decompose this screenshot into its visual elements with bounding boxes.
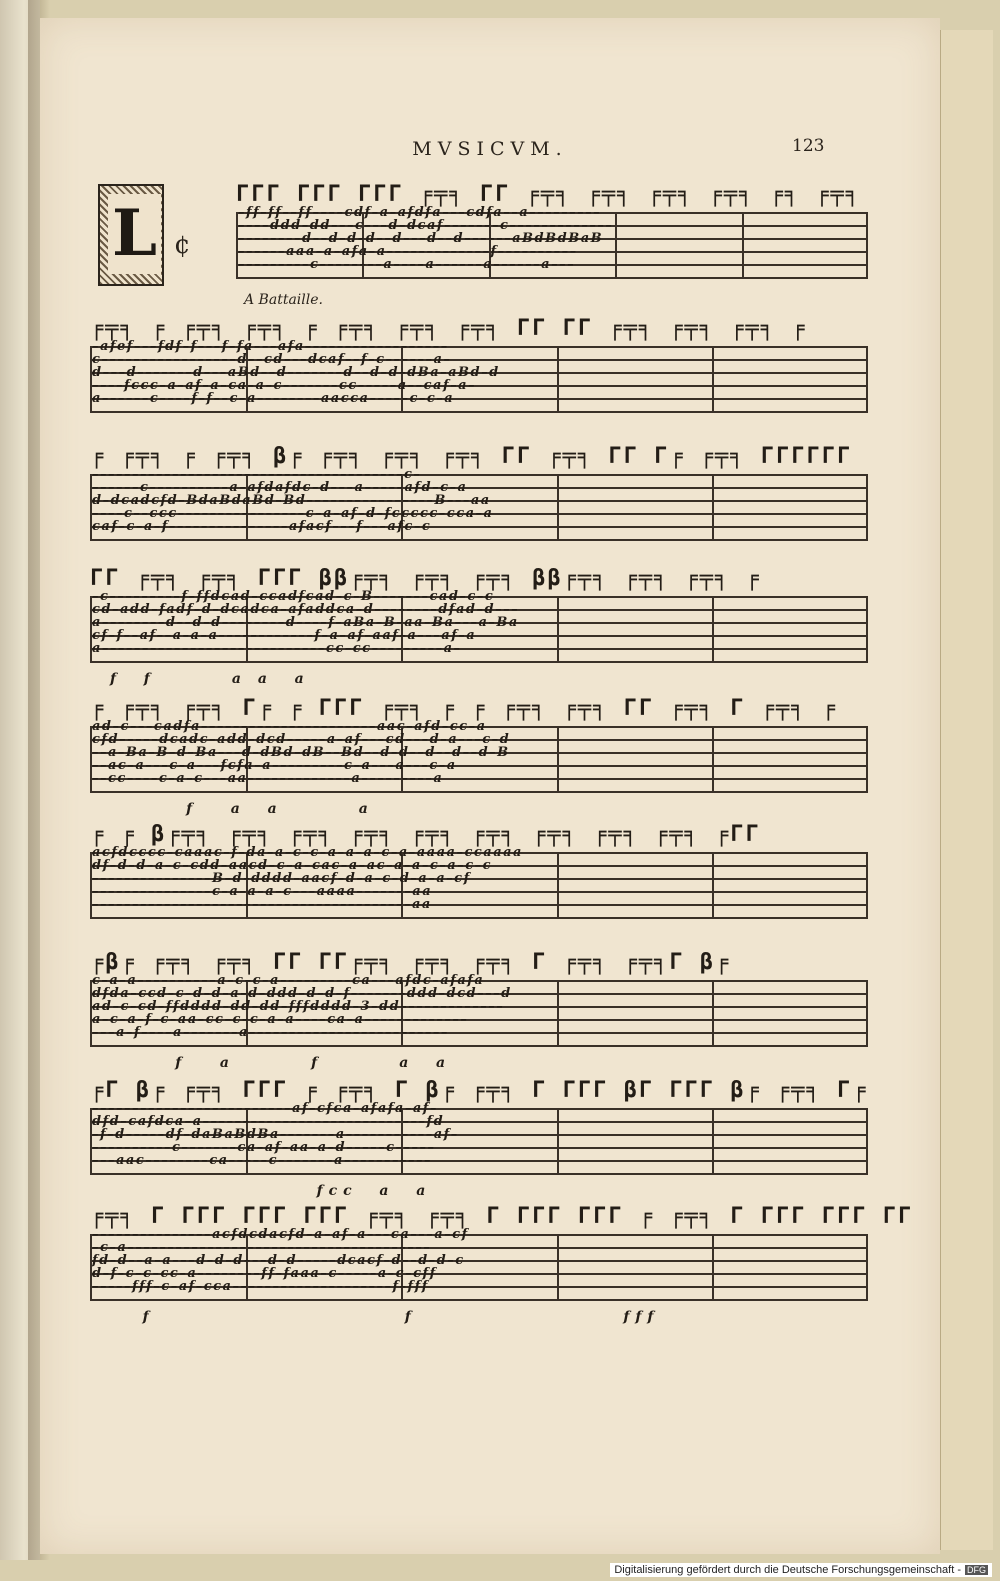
tablature-course-5: ––––––––––––––––––––––––––––––––––––––––aa (92, 898, 432, 911)
tablature-course-3: fd–d––a–a–––d–d–d–––d–d–––––dcacf–d––d–d–c (92, 1254, 465, 1267)
barline (866, 346, 868, 413)
tablature-course-4: ––––––aaa–a–afa–a–––––––––––––f–––––––––– (238, 245, 578, 258)
tablature-course-2: dfd–cafdca–a––––––––––––––––––––––––––––fd (92, 1115, 445, 1128)
barline (866, 1108, 868, 1175)
book-page (40, 18, 940, 1554)
rhythm-flags: ╒ ╒ β╒╤╕ ╒╤╕ ╒╤╕ ╒╤╕ ╒╤╕ ╒╤╕ ╒╤╕ ╒╤╕ ╒╤╕ ╒ΓΓ (90, 822, 761, 847)
staff-line (90, 917, 868, 919)
tablature-course-1: acfdcccc–caaac–f–da–a–c–c–a–a–a–c–a–aaaa–ccaaaa (92, 846, 523, 859)
tablature-course-2: dfda–ccd–c–d–d–a–d–ddd–d–d–f–––––––ddd–dcd–––d (92, 987, 512, 1000)
tablature-course-4: ––––fccc–a–af–a–ca–a–c–––––––cc–––––a––caf–a– (92, 379, 476, 392)
tablature-course-2: ––––––c––––––––––a–afdafdc–d–––a–––––afd–c–a (92, 481, 468, 494)
barline (866, 596, 868, 663)
tablature-course-2: cd–add–fadf–d–dcadca–afaddca–d––––––––dfad–d––– (92, 603, 520, 616)
barline (866, 852, 868, 919)
rhythm-flags: ΓΓΓ ΓΓΓ ΓΓΓ ╒╤╕ ΓΓ ╒╤╕ ╒╤╕ ╒╤╕ ╒╤╕ ╒╕ ╒╤╕ (236, 182, 862, 207)
tablature-system (40, 316, 940, 426)
running-head: MVSICVM. (412, 138, 568, 160)
barline (866, 726, 868, 793)
tablature-system (40, 1078, 940, 1199)
tablature-course-3: ad–c–cd–ffdddd–dd–dd–fffdddd–3–dd––––––––––––– (92, 1000, 505, 1013)
initial-letter: L (108, 194, 161, 274)
tablature-course-3: –––––––––––––––B–d–dddd–aacf–d–a–c–d–a–a–cf (92, 872, 471, 885)
digitization-footer (610, 1563, 992, 1577)
tablature-course-5: –––aac––––––––ca–––––c–––––––a––––––––––– (92, 1154, 432, 1167)
staff-line (90, 791, 868, 793)
tablature-course-5: a––––––c––––f–f––c–a––––––––aacca–––––c–c–a (92, 392, 455, 405)
footer-text: Digitalisierung gefördert durch die Deutsche Forschungsgemeinschaft - (614, 1564, 961, 1576)
barline (866, 474, 868, 541)
tablature-course-1: –c–––––––––f–ffdcad–ccadfcad–c–B–––––––cad–c–c (92, 590, 495, 603)
tablature-course-5: ––cc––––c–a–c–––aa–––––––––––––a–––––––––a (92, 772, 444, 785)
tablature-course-5: caf–c–a–f–––––––––––––––afacf–––f–––afc–c (92, 520, 432, 533)
rhythm-flags: ╒ ╒╤╕ ╒ ╒╤╕ β╒ ╒╤╕ ╒╤╕ ╒╤╕ ΓΓ ╒╤╕ ΓΓ Γ╒ ╒╤╕ ΓΓΓΓΓΓ (90, 444, 853, 469)
tablature-course-1: –ff–ff––ff––––cdf–a–afdfa–––cdfa––a––––––––– (238, 206, 602, 219)
tablature-course-5: –––––fff–c–af–cca––––––––––––––––––––f–fff (92, 1280, 429, 1293)
barline (866, 212, 868, 279)
tablature-course-5: –––––––––c––––––––a––––a––––––a––––––a––– (238, 258, 576, 271)
right-board (940, 30, 993, 1550)
tablature-system (40, 1204, 940, 1325)
tablature-course-4: cf–f––af––a–a–a––––––––––––f–a–af–aaf–a–––af–a (92, 629, 477, 642)
tablature-course-4: ––––––––––c–––––––ca–af–aa–a–d–––––c––––– (92, 1141, 436, 1154)
tablature-course-3: d–dcadcfd–BdaBdaBd–Bd––––––––––––––––B–––aa (92, 494, 491, 507)
tablature-course-1: c–a–a––––––––––a–c–c–a–––––––––ca–––afdc–afafa (92, 974, 485, 987)
bass-course-letters: f a f a a (110, 1055, 452, 1071)
tablature-course-1: –––––––––––––––––––––––––af–cfca–afafa–af– (92, 1102, 438, 1115)
tablature-course-2: ––––ddd–dd–––c–––d–dcaf–––––––c––––––––––––– (238, 219, 614, 232)
barline (866, 980, 868, 1047)
staff-line (90, 539, 868, 541)
page-number: 123 (792, 136, 825, 156)
tablature-system (40, 822, 940, 932)
bass-course-letters: f f a a a (110, 671, 310, 687)
barline (866, 1234, 868, 1301)
tablature-course-1: –afef–––fdf–f–––f–fa–––afa–––––––––––––––––– (92, 340, 449, 353)
tablature-course-2: –c–a–––––––––––––––––––––––––––––––––––––– (92, 1241, 432, 1254)
staff-line (90, 1299, 868, 1301)
tablature-course-3: ––a–Ba–B–d–Ba–––d–dBd–dB––Bd––d–d––d––d––d–B (92, 746, 510, 759)
piece-title: A Battaille. (244, 292, 323, 308)
staff-line (90, 1045, 868, 1047)
tablature-course-4: ––ac–a–––c–a–––fcfa–a–––––––––c–a–––a–––c–a (92, 759, 457, 772)
dfg-logo: DFG (967, 1565, 986, 1575)
tablature-system (40, 696, 940, 817)
tablature-system (40, 444, 940, 554)
tablature-course-2: c–––––––––––––––––d––cd–––dcaf––f–c––––––a– (92, 353, 452, 366)
tablature-course-4: d–f–c–c–cc–a––––––––ff–faaa–c–––––a–c–cff (92, 1267, 437, 1280)
tablature-course-5: –––a–f––––a–––––––a––––––––––––––––––––––––– (92, 1026, 449, 1039)
staff-line (90, 411, 868, 413)
rhythm-flags: ╒β╒ ╒╤╕ ╒╤╕ ΓΓ ΓΓ╒╤╕ ╒╤╕ ╒╤╕ Γ ╒╤╕ ╒╤╕Γ β╒ (90, 950, 731, 975)
tablature-system (40, 950, 940, 1071)
rhythm-flags: ╒╤╕ ╒ ╒╤╕ ╒╤╕ ╒ ╒╤╕ ╒╤╕ ╒╤╕ ΓΓ ΓΓ ╒╤╕ ╒╤╕ ╒╤╕ ╒ (90, 316, 807, 341)
tablature-course-5: a––––––––––––––––––––––––––––cc–cc–––––––––a– (92, 642, 462, 655)
staff-line (90, 661, 868, 663)
time-signature: ¢ (174, 230, 191, 260)
tablature-course-2: df–d–d–a–c–cdd–aacd–c–a–cac–a–ac–a–a–c–a–c–c (92, 859, 493, 872)
bass-course-letters: f f fff (110, 1309, 660, 1325)
bass-course-letters: f a a a (110, 801, 374, 817)
tablature-course-3: d–––d–––––––d–––aBd––d–––––––d––d–d–dBa–aBd–d (92, 366, 500, 379)
tablature-course-4: –––––––––––––––c–a–a–a–c–––aaaa–––––––aa (92, 885, 433, 898)
tablature-course-4: a–c–a–f–c–aa–cc–c–c–a–a––––ca–a––––––––––––– (92, 1013, 469, 1026)
tablature-course-3: –f–d–––––df–daBaBdBa–––––––a–––––––––––af– (92, 1128, 459, 1141)
tablature-system (40, 566, 940, 687)
rhythm-flags: ╒Γ β╒ ╒╤╕ ΓΓΓ ╒ ╒╤╕ Γ β╒ ╒╤╕ Γ ΓΓΓ βΓ ΓΓΓ β╒ ╒╤╕ Γ╒ (90, 1078, 868, 1103)
rhythm-flags: ΓΓ ╒╤╕ ╒╤╕ ΓΓΓ ββ╒╤╕ ╒╤╕ ╒╤╕ ββ╒╤╕ ╒╤╕ ╒╤╕ ╒ (90, 566, 761, 591)
tablature-course-1: –––––––––––––––––––––––––––––––––––––––c– (92, 468, 422, 481)
rhythm-flags: ╒╤╕ Γ ΓΓΓ ΓΓΓ ΓΓΓ ╒╤╕ ╒╤╕ Γ ΓΓΓ ΓΓΓ ╒ ╒╤╕ Γ ΓΓΓ ΓΓΓ ΓΓ (90, 1204, 914, 1229)
rhythm-flags: ╒ ╒╤╕ ╒╤╕ Γ╒ ╒ ΓΓΓ ╒╤╕ ╒ ╒ ╒╤╕ ╒╤╕ ΓΓ ╒╤╕ Γ ╒╤╕ ╒ (90, 696, 838, 721)
bass-course-letters: fcc a a (110, 1183, 432, 1199)
tablature-course-3: a––––––––d––d–d––––––––d––––f–aBa–B–aa–Ba–––a–Ba (92, 616, 519, 629)
tablature-course-2: cfd–––––dcadc–add–dcd–––––a–af–––cd–––d–a–––c–d (92, 733, 511, 746)
tablature-course-3: ––––––––d––d–d–d––d–––d––d––––––aBdBdBaB (238, 232, 604, 245)
tablature-course-1: –––––––––––––––acfdcdacfd–a–af–a–––ca–––a–cf (92, 1228, 469, 1241)
tablature-course-4: ––––c––ccc––––––––––––––––c–a–af–d–fccccc–cca–a (92, 507, 494, 520)
tablature-system (40, 182, 940, 292)
staff-line (90, 1173, 868, 1175)
tablature-course-1: ad–c–––cadfa––––––––––––––––––––––aac–afd–cc–a (92, 720, 487, 733)
staff-line (236, 277, 868, 279)
